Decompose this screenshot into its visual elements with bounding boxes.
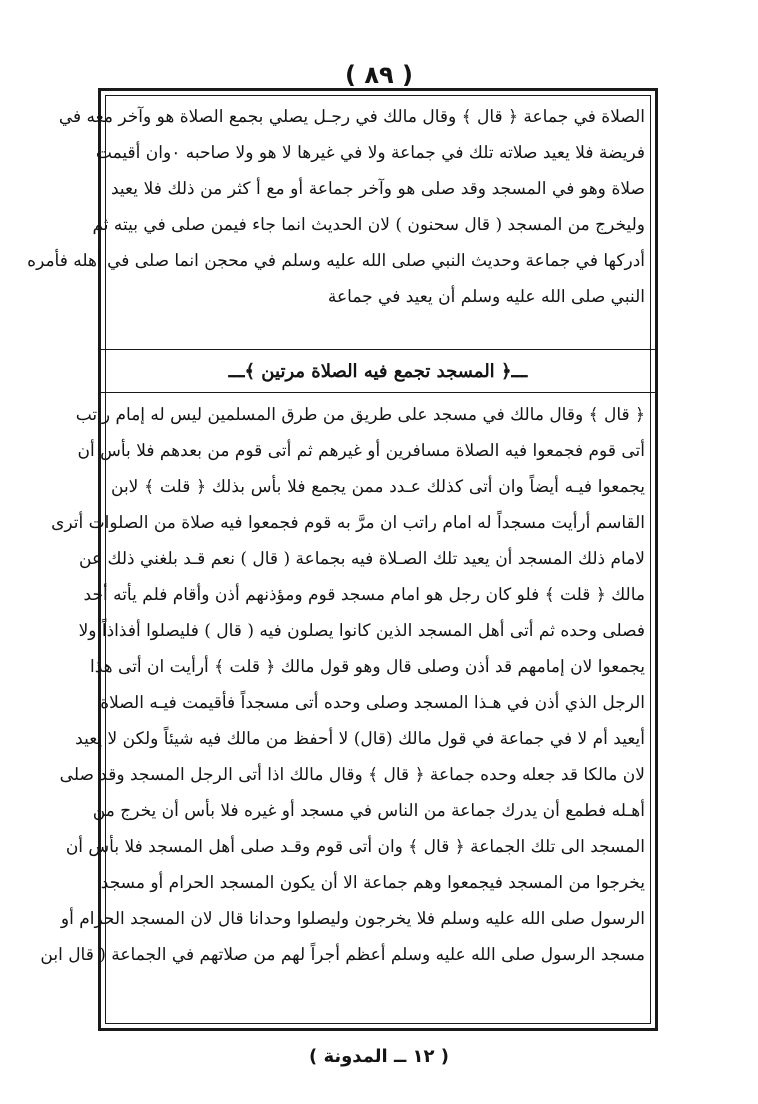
text-line: الصلاة في جماعة ﴿ قال ﴾ وقال مالك في رجـل يصلي بجمع الصلاة هو وآخر معه في: [58, 107, 645, 127]
section-heading: ـــ﴿ المسجد تجمع فيه الصلاة مرتين ﴾ـــ: [228, 361, 528, 382]
text-line: وليخرج من المسجد ( قال سحنون ) لان الحديث انما جاء فيمن صلى في بيته ثم: [92, 215, 645, 235]
text-line: ﴿ قال ﴾ وقال مالك في مسجد على طريق من طرق المسلمين ليس له إمام راتب: [75, 405, 645, 425]
text-line: الرجل الذي أذن في هـذا المسجد وصلى وحده أتى مسجداً فأقيمت فيـه الصلاة: [100, 693, 645, 713]
text-line: يجمعوا فيـه أيضاً وان أتى كذلك عـدد ممن يجمع فلا بأس بذلك ﴿ قلت ﴾ لابن: [111, 477, 645, 497]
text-line: فريضة فلا يعيد صلاته تلك في جماعة ولا في غيرها لا هو ولا صاحبه ٠وان أقيمت: [95, 143, 645, 163]
footer-label: ( ١٢ ــ المدونة ): [308, 1046, 450, 1067]
paragraph-1: [27, 99, 645, 315]
text-line: القاسم أرأيت مسجداً له امام راتب ان مرَّ به قوم فجمعوا فيه صلاة من الصلوات أترى: [51, 513, 645, 533]
section-divider-bottom: [101, 392, 655, 393]
text-line: المسجد الى تلك الجماعة ﴿ قال ﴾ وان أتى قوم وقـد صلى أهل المسجد فلا بأس أن: [65, 837, 645, 857]
text-line: أهـله فطمع أن يدرك جماعة من الناس في مسجد أو غيره فلا بأس أن يخرج من: [92, 801, 645, 821]
text-line: يجمعوا لان إمامهم قد أذن وصلى قال وهو قول مالك ﴿ قلت ﴾ أرأيت ان أتى هذا: [90, 657, 645, 677]
text-line: لان مالكا قد جعله وحده جماعة ﴿ قال ﴾ وقال مالك اذا أتى الرجل المسجد وقد صلى: [59, 765, 645, 785]
text-line: النبي صلى الله عليه وسلم أن يعيد في جماعة: [327, 287, 645, 307]
text-line: يخرجوا من المسجد فيجمعوا وهم جماعة الا أن يكون المسجد الحرام أو مسجد: [100, 873, 645, 893]
text-line: مسجد الرسول صلى الله عليه وسلم أعظم أجراً لهم من صلاتهم في الجماعة ( قال ابن: [40, 945, 645, 965]
text-frame: [27, 88, 658, 1031]
section-divider-top: [101, 349, 655, 350]
text-line: مالك ﴿ قلت ﴾ فلو كان رجل هو امام مسجد قوم ومؤذنهم أذن وأقام فلم يأته أحد: [83, 585, 645, 605]
page-number: ( ٨٩ ): [345, 61, 413, 89]
text-line: أدركها في جماعة وحديث النبي صلى الله عليه وسلم في محجن انما صلى في أهله فأمره: [27, 251, 645, 271]
text-line: صلاة وهو في المسجد وقد صلى هو وآخر جماعة أو مع أ كثر من ذلك فلا يعيد: [111, 179, 645, 199]
text-line: لامام ذلك المسجد أن يعيد تلك الصـلاة فيه بجماعة ( قال ) نعم قـد بلغني ذلك عن: [79, 549, 645, 569]
paragraph-2: [40, 397, 645, 973]
text-line: الرسول صلى الله عليه وسلم فلا يخرجون وليصلوا وحدانا قال لان المسجد الحرام أو: [60, 909, 645, 929]
text-line: أيعيد أم لا في جماعة في قول مالك (قال) لا أحفظ من مالك فيه شيئاً ولكن لا يعيد: [75, 729, 645, 749]
text-line: أتى قوم فجمعوا فيه الصلاة مسافرين أو غيرهم ثم أتى قوم من بعدهم فلا بأس أن: [77, 441, 645, 461]
text-line: فصلى وحده ثم أتى أهل المسجد الذين كانوا يصلون فيه ( قال ) فليصلوا أفذاذاً ولا: [78, 621, 645, 641]
